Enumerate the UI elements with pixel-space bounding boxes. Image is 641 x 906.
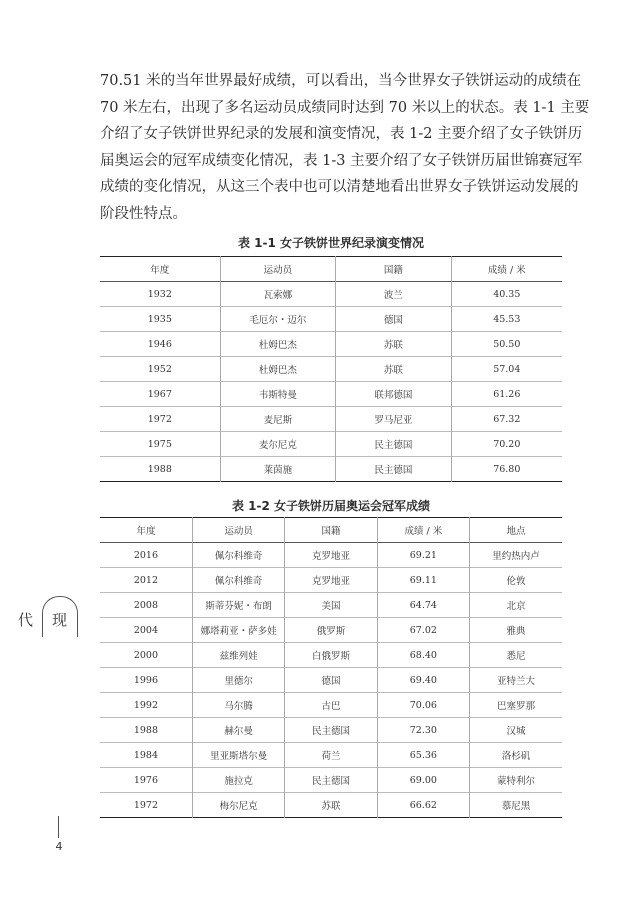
table-cell: 50.50 <box>451 332 562 357</box>
table-row <box>100 768 562 793</box>
table-header-row <box>100 257 562 282</box>
table-cell: 76.80 <box>451 457 562 482</box>
table-cell: 2000 <box>133 649 159 661</box>
table1 <box>100 256 562 482</box>
table-cell: 瓦索娜 <box>220 282 336 307</box>
table-row <box>100 307 562 332</box>
table-cell: 1935 <box>147 313 172 325</box>
table-cell: 65.36 <box>377 743 469 768</box>
table-cell: 69.21 <box>377 543 469 568</box>
table-row <box>100 457 562 482</box>
table-cell: 亚特兰大 <box>470 668 562 693</box>
paragraph-line: 成绩的变化情况，从这三个表中也可以清楚地看出世界女子铁饼运动发展的 <box>100 179 579 195</box>
table-cell: 64.74 <box>377 593 469 618</box>
table-cell: 1946 <box>147 338 172 350</box>
table-cell: 66.62 <box>377 793 469 818</box>
table-cell: 70.06 <box>377 693 469 718</box>
table-row <box>100 282 562 307</box>
table-cell: 美国 <box>285 593 377 618</box>
table-row <box>100 432 562 457</box>
table-cell: 民主德国 <box>285 768 377 793</box>
table-cell: 德国 <box>285 668 377 693</box>
table-cell: 罗马尼亚 <box>336 407 452 432</box>
table-cell: 1975 <box>147 438 172 450</box>
table-cell: 克罗地亚 <box>285 543 377 568</box>
table-cell: 苏联 <box>336 357 452 382</box>
table-cell: 伦敦 <box>470 568 562 593</box>
table-cell: 1976 <box>133 774 159 786</box>
table-header-row <box>100 518 562 543</box>
table-row <box>100 593 562 618</box>
page-number: 4 <box>55 840 63 853</box>
table-row <box>100 668 562 693</box>
table-cell: 67.02 <box>377 618 469 643</box>
table-cell: 72.30 <box>377 718 469 743</box>
paragraph-line: 70.51 米的当年世界最好成绩，可以看出，当今世界女子铁饼运动的成绩在 <box>100 73 582 89</box>
body-paragraph <box>100 68 590 227</box>
table-cell: 德国 <box>336 307 452 332</box>
header-nationality: 国籍 <box>285 518 377 543</box>
table-cell: 57.04 <box>451 357 562 382</box>
table-row <box>100 407 562 432</box>
table-row <box>100 618 562 643</box>
table-cell: 汉城 <box>470 718 562 743</box>
table-cell: 联邦德国 <box>336 382 452 407</box>
table-cell: 韦斯特曼 <box>220 382 336 407</box>
table-cell: 马尔腾 <box>192 693 284 718</box>
table-cell: 娜塔莉亚・萨多娃 <box>192 618 284 643</box>
table-row <box>100 793 562 818</box>
table-cell: 45.53 <box>451 307 562 332</box>
table-cell: 里德尔 <box>192 668 284 693</box>
table-row <box>100 332 562 357</box>
table-cell: 佩尔科维奇 <box>192 543 284 568</box>
table-cell: 1988 <box>147 463 172 475</box>
table-cell: 69.40 <box>377 668 469 693</box>
table-cell: 荷兰 <box>285 743 377 768</box>
book-title-vertical: 现代 <box>16 612 68 628</box>
table-cell: 苏联 <box>285 793 377 818</box>
table-cell: 民主德国 <box>336 457 452 482</box>
table-cell: 61.26 <box>451 382 562 407</box>
table-cell: 2012 <box>133 574 159 586</box>
table-cell: 施拉克 <box>192 768 284 793</box>
table-cell: 洛杉矶 <box>470 743 562 768</box>
paragraph-line: 届奥运会的冠军成绩变化情况，表 1-3 主要介绍了女子铁饼历届世锦赛冠军 <box>100 152 583 169</box>
table-cell: 1972 <box>147 413 172 425</box>
paragraph-line: 介绍了女子铁饼世界纪录的发展和演变情况，表 1-2 主要介绍了女子铁饼历 <box>100 126 583 142</box>
table-cell: 麦尔尼克 <box>220 432 336 457</box>
table-cell: 2008 <box>133 599 159 611</box>
table-cell: 68.40 <box>377 643 469 668</box>
table-cell: 克罗地亚 <box>285 568 377 593</box>
table-cell: 2016 <box>133 549 159 561</box>
header-venue: 地点 <box>470 518 562 543</box>
table-cell: 1984 <box>133 749 159 761</box>
table-cell: 雅典 <box>470 618 562 643</box>
table-cell: 民主德国 <box>336 432 452 457</box>
table-row <box>100 543 562 568</box>
table-cell: 1932 <box>147 288 172 300</box>
table-row <box>100 382 562 407</box>
table-cell: 1972 <box>133 799 159 811</box>
table-cell: 民主德国 <box>285 718 377 743</box>
table-cell: 里约热内卢 <box>470 543 562 568</box>
table-cell: 里亚斯塔尔曼 <box>192 743 284 768</box>
table-cell: 白俄罗斯 <box>285 643 377 668</box>
table-cell: 40.35 <box>451 282 562 307</box>
table-cell: 69.11 <box>377 568 469 593</box>
table-row <box>100 743 562 768</box>
table-cell: 1996 <box>133 674 159 686</box>
paragraph-line: 70 米左右，出现了多名运动员成绩同时达到 70 米以上的状态。表 1-1 主要 <box>100 99 590 116</box>
header-athlete: 运动员 <box>220 257 336 282</box>
header-nationality: 国籍 <box>336 257 452 282</box>
table-cell: 2004 <box>133 624 159 636</box>
table-row <box>100 718 562 743</box>
table-cell: 莱茵施 <box>220 457 336 482</box>
table-cell: 67.32 <box>451 407 562 432</box>
table2-caption: 表 1-2 女子铁饼历届奥运会冠军成绩 <box>231 499 431 513</box>
table-row <box>100 693 562 718</box>
header-result: 成绩 / 米 <box>377 518 469 543</box>
table-cell: 赫尔曼 <box>192 718 284 743</box>
header-athlete: 运动员 <box>192 518 284 543</box>
table-cell: 波兰 <box>336 282 452 307</box>
paragraph-line: 阶段性特点。 <box>100 205 187 222</box>
table-cell: 佩尔科维奇 <box>192 568 284 593</box>
table-cell: 1967 <box>147 388 172 400</box>
table-cell: 俄罗斯 <box>285 618 377 643</box>
table-cell: 70.20 <box>451 432 562 457</box>
table-row <box>100 643 562 668</box>
table-cell: 慕尼黑 <box>470 793 562 818</box>
side-divider <box>58 816 59 838</box>
table-cell: 杜姆巴杰 <box>220 357 336 382</box>
table1-caption: 表 1-1 女子铁饼世界纪录演变情况 <box>237 236 425 250</box>
table-cell: 毛厄尔・迈尔 <box>220 307 336 332</box>
table2 <box>100 517 562 818</box>
table-cell: 苏联 <box>336 332 452 357</box>
table-cell: 斯蒂芬妮・布朗 <box>192 593 284 618</box>
table-cell: 69.00 <box>377 768 469 793</box>
table-cell: 梅尔尼克 <box>192 793 284 818</box>
table-cell: 麦尼斯 <box>220 407 336 432</box>
table-cell: 1988 <box>133 724 159 736</box>
table-cell: 杜姆巴杰 <box>220 332 336 357</box>
table-cell: 兹维列娃 <box>192 643 284 668</box>
table-cell: 巴塞罗那 <box>470 693 562 718</box>
header-year: 年度 <box>136 526 156 537</box>
header-year: 年度 <box>150 265 170 276</box>
table-row <box>100 568 562 593</box>
table-cell: 蒙特利尔 <box>470 768 562 793</box>
header-result: 成绩 / 米 <box>451 257 562 282</box>
table-cell: 北京 <box>470 593 562 618</box>
table-cell: 1952 <box>147 363 172 375</box>
table-row <box>100 357 562 382</box>
table-cell: 古巴 <box>285 693 377 718</box>
table-cell: 悉尼 <box>470 643 562 668</box>
table-cell: 1992 <box>133 699 159 711</box>
